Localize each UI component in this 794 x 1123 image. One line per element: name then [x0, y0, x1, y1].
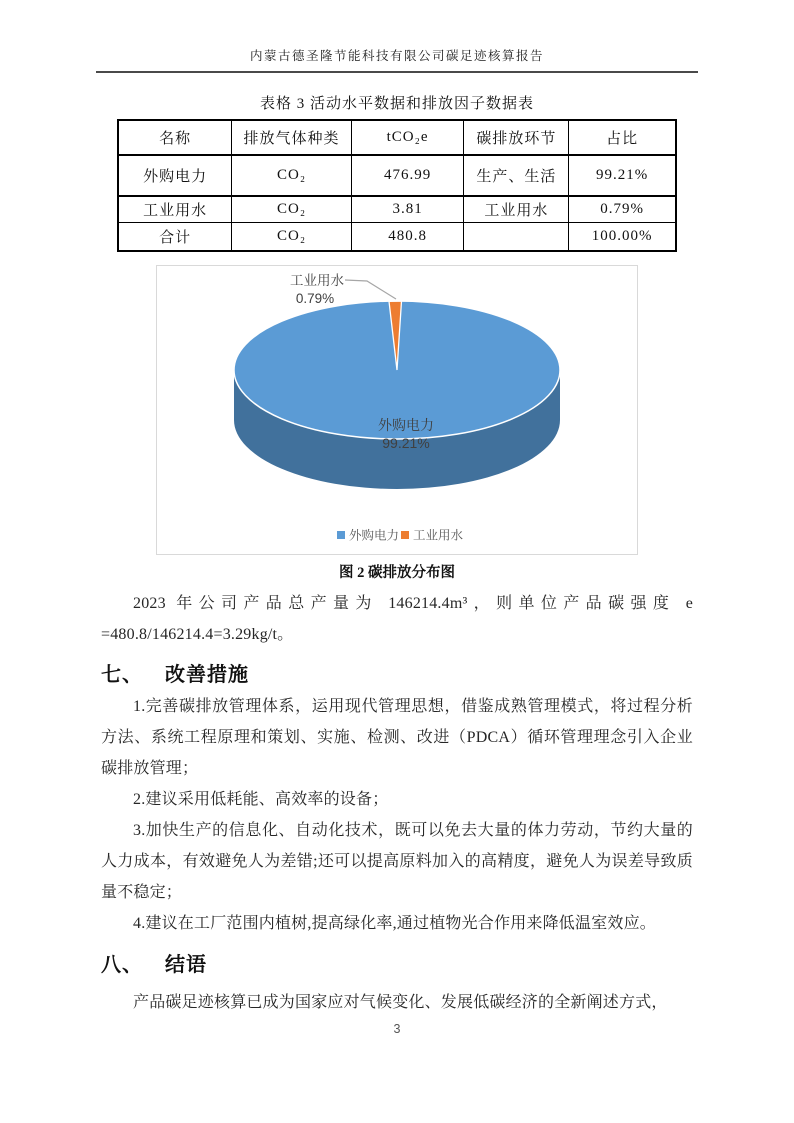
table-cell: 合计 — [118, 223, 232, 252]
section-numeral: 七、 — [101, 664, 143, 686]
emission-data-table — [117, 119, 677, 252]
table-header-cell: 占比 — [569, 120, 676, 155]
table-cell: CO₂ — [232, 223, 351, 252]
table-header-cell: 碳排放环节 — [464, 120, 569, 155]
intensity-line-1: 2023 年公司产品总产量为 146214.4m³，则单位产品碳强度 e — [133, 595, 693, 612]
conclusion-paragraph-1: 产品碳足迹核算已成为国家应对气候变化、发展低碳经济的全新阐述方式， — [133, 994, 668, 1011]
table-cell: 480.8 — [351, 223, 464, 252]
table-cell: 100.00% — [569, 223, 676, 252]
improvement-paragraph-1: 1.完善碳排放管理体系，运用现代管理思想，借鉴成熟管理模式，将过程分析方法、系统工程原理和策划、实施、检测、改进（PDCA）循环管理理念引入企业碳排放管理； — [101, 698, 693, 777]
table-cell: CO₂ — [232, 155, 351, 196]
slice-value-electricity: 99.21% — [382, 435, 430, 451]
table-cell: 工业用水 — [118, 196, 232, 223]
page-content — [0, 92, 794, 1018]
page-number: 3 — [393, 1022, 401, 1036]
chart-legend — [337, 528, 464, 543]
table-cell: 工业用水 — [464, 196, 569, 223]
improvement-paragraph-2: 2.建议采用低耗能、高效率的设备； — [133, 791, 389, 808]
header-divider — [96, 71, 698, 73]
section-title: 结语 — [165, 954, 207, 976]
section-heading-improvement — [101, 658, 693, 687]
table-cell: 0.79% — [569, 196, 676, 223]
table-row — [118, 196, 676, 223]
intensity-paragraph — [101, 588, 693, 650]
intensity-line-2: =480.8/146214.4=3.29kg/t。 — [101, 626, 294, 643]
section-title: 改善措施 — [165, 664, 249, 686]
document-header — [0, 0, 794, 73]
legend-label-electricity: 外购电力 — [349, 528, 400, 543]
table-row — [118, 155, 676, 196]
table-cell: 476.99 — [351, 155, 464, 196]
legend-swatch-electricity — [337, 531, 345, 539]
legend-swatch-water — [401, 531, 409, 539]
callout-leader-line — [345, 280, 396, 299]
pie-chart-frame — [156, 265, 638, 555]
callout-value-water: 0.79% — [295, 291, 335, 306]
conclusion-body — [101, 987, 693, 1018]
table-header-cell: 名称 — [118, 120, 232, 155]
legend-label-water: 工业用水 — [413, 528, 464, 543]
improvement-body — [101, 691, 693, 939]
improvement-paragraph-3: 3.加快生产的信息化、自动化技术，既可以免去大量的体力劳动，节约大量的人力成本，有效避免人为差错;还可以提高原料加入的高精度，避免人为误差导致质量不稳定； — [101, 822, 693, 901]
improvement-paragraph-4: 4.建议在工厂范围内植树,提高绿化率,通过植物光合作用来降低温室效应。 — [133, 915, 657, 932]
figure-caption: 图 2 碳排放分布图 — [339, 565, 455, 581]
table-cell: 3.81 — [351, 196, 464, 223]
table-row — [118, 223, 676, 252]
table-header-row — [118, 120, 676, 155]
table-caption: 表格 3 活动水平数据和排放因子数据表 — [259, 96, 534, 112]
table-header-cell: tCO₂e — [351, 120, 464, 155]
table-cell: 99.21% — [569, 155, 676, 196]
slice-label-electricity: 外购电力 — [378, 417, 434, 433]
table-cell — [464, 223, 569, 252]
table-cell: 生产、生活 — [464, 155, 569, 196]
table-cell: 外购电力 — [118, 155, 232, 196]
document-header-title: 内蒙古德圣隆节能科技有限公司碳足迹核算报告 — [249, 49, 544, 63]
table-header-cell: 排放气体种类 — [232, 120, 351, 155]
table-cell: CO₂ — [232, 196, 351, 223]
callout-label-water: 工业用水 — [290, 273, 344, 288]
section-heading-conclusion — [101, 948, 693, 977]
carbon-emission-pie-chart — [157, 266, 637, 554]
section-numeral: 八、 — [101, 954, 143, 976]
